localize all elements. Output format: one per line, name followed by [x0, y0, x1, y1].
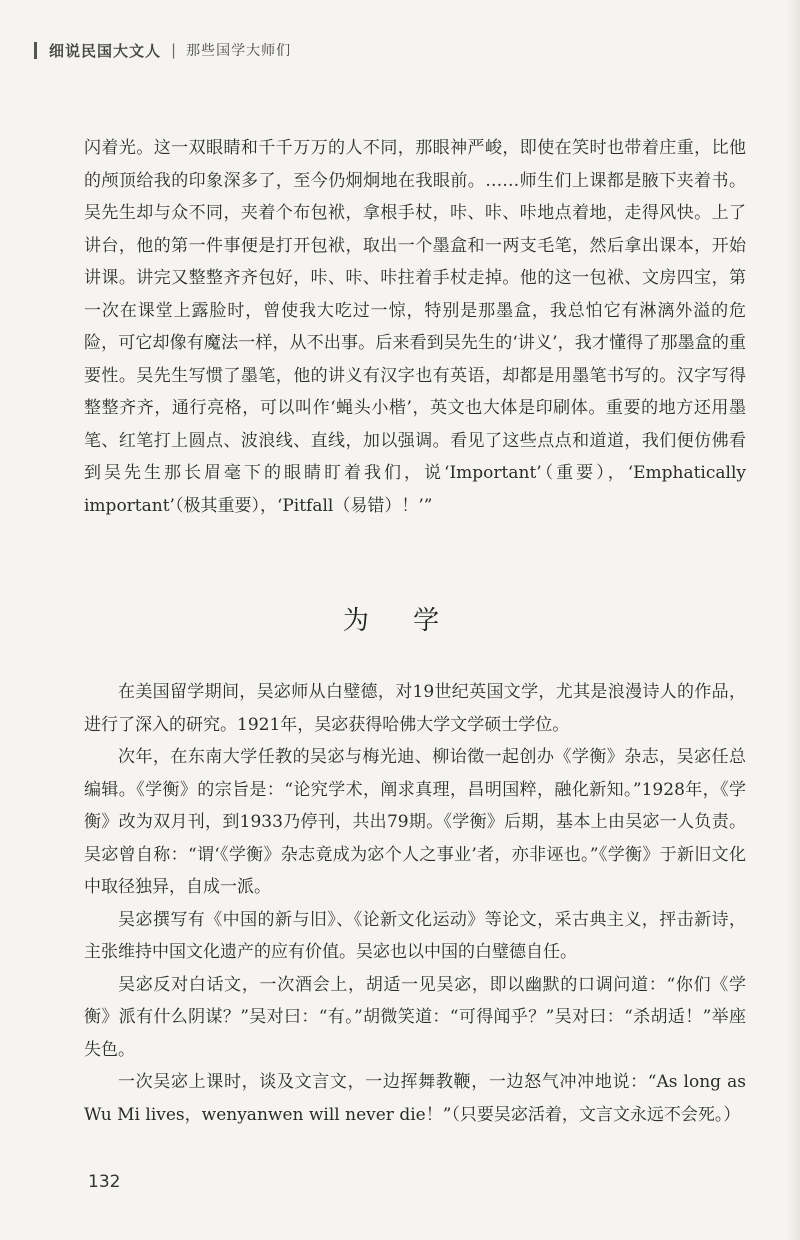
- section-paragraph-1: 在美国留学期间，吴宓师从白璧德，对19世纪英国文学，尤其是浪漫诗人的作品，进行了深入的研究。1921年，吴宓获得哈佛大学文学硕士学位。: [84, 682, 746, 735]
- book-title: 细说民国大文人: [49, 41, 162, 60]
- section-paragraph-3: 吴宓撰写有《中国的新与旧》、《论新文化运动》等论文，采古典主义，抨击新诗，主张维持中国文化遗产的应有价值。吴宓也以中国的白璧德自任。: [84, 909, 746, 962]
- header-separator: |: [171, 41, 177, 59]
- section-paragraph-4: 吴宓反对白话文，一次酒会上，胡适一见吴宓，即以幽默的口调问道：“你们《学衡》派有什么阴谋？”吴对曰：“有。”胡微笑道：“可得闻乎？”吴对曰：“杀胡适！”举座失色。: [84, 974, 746, 1060]
- section-text-block: [84, 676, 746, 1131]
- header-bar-mark: [34, 42, 37, 59]
- section-paragraph-5: 一次吴宓上课时，谈及文言文，一边挥舞教鞭，一边怒气冲冲地说：“As long as Wu Mi lives，wenyanwen will never die！”（只要吴宓活着，文言文永远不会死。）: [84, 1072, 746, 1125]
- opening-paragraph: 闪着光。这一双眼睛和千千万万的人不同，那眼神严峻，即使在笑时也带着庄重，比他的颅顶给我的印象深多了，至今仍炯炯地在我眼前。……师生们上课都是腋下夹着书。吴先生却与众不同，夹着个布包袱，拿根手杖，咔、咔、咔地点着地，走得风快。上了讲台，他的第一件事便是打开包袱，取出一个墨盒和一两支毛笔，然后拿出课本，开始讲课。讲完又整整齐齐包好，咔、咔、咔拄着手杖走掉。他的这一包袱、文房四宝，第一次在课堂上露脸时，曾使我大吃过一惊，特别是那墨盒，我总怕它有淋漓外溢的危险，可它却像有魔法一样，从不出事。后来看到吴先生的‘讲义’，我才懂得了那墨盒的重要性。吴先生写惯了墨笔，他的讲义有汉字也有英语，却都是用墨笔书写的。汉字写得整整齐齐，通行亮格，可以叫作‘蝇头小楷’，英文也大体是印刷体。重要的地方还用墨笔、红笔打上圆点、波浪线、直线，加以强调。看见了这些点点和道道，我们便仿佛看到吴先生那长眉毫下的眼睛盯着我们，说‘Important’（重要），‘Emphatically important’（极其重要），‘Pitfall（易错）！’”: [84, 138, 746, 516]
- page-number: 132: [88, 1172, 121, 1192]
- section-heading: 为 学: [342, 606, 458, 636]
- chapter-title: 那些国学大师们: [186, 43, 292, 59]
- running-header: [34, 38, 291, 62]
- section-paragraph-2: 次年，在东南大学任教的吴宓与梅光迪、柳诒徵一起创办《学衡》杂志，吴宓任总编辑。《学衡》的宗旨是：“论究学术，阐求真理，昌明国粹，融化新知。”1928年，《学衡》改为双月刊，到1933乃停刊，共出79期。《学衡》后期，基本上由吴宓一人负责。吴宓曾自称：“谓‘《学衡》杂志竟成为宓个人之事业’者，亦非诬也。”《学衡》于新旧文化中取径独异，自成一派。: [84, 747, 746, 897]
- opening-text-block: [84, 132, 746, 522]
